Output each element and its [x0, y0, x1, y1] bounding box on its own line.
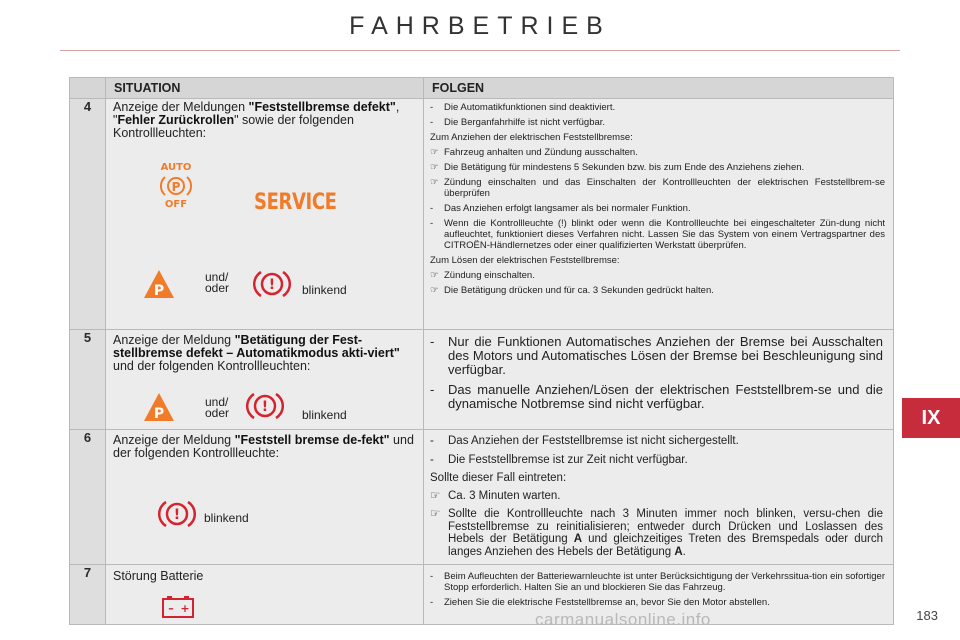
- list-item: ☞ Zündung einschalten und das Einschalten der Kontrollleuchten der elektrischen Feststellbrem-se überprüfen: [430, 177, 885, 199]
- brake-alert-icon: [158, 498, 196, 530]
- svg-text:OFF: OFF: [164, 199, 188, 208]
- brake-alert-icon: [253, 268, 291, 300]
- service-warning-label: SERVICE: [254, 190, 337, 215]
- header-situation: SITUATION: [106, 78, 424, 99]
- list-item: - Das Anziehen der Feststellbremse ist nicht sichergestellt.: [430, 435, 739, 447]
- list-item: ☞ Fahrzeug anhalten und Zündung ausschalten.: [430, 147, 638, 158]
- list-item: - Wenn die Kontrollleuchte (!) blinkt oder wenn die Kontrollleuchte bei eingeschalteter Zün-dung nicht aufleuchtet, funktioniert dieses Verfahren nicht. Lassen Sie das System von einem Vertragspartner des CITROËN-Händlernetzes oder einer qualifizierten Werkstatt überprüfen.: [430, 218, 885, 251]
- svg-text:P: P: [171, 180, 181, 194]
- table-row: [70, 99, 894, 330]
- situation-cell: [106, 330, 424, 430]
- folgen-text: [424, 99, 893, 296]
- row-number: 7: [70, 565, 106, 625]
- row-number: 6: [70, 430, 106, 565]
- chapter-tab[interactable]: IX: [902, 398, 960, 438]
- watermark: carmanualsonline.info: [535, 610, 711, 629]
- list-item: - Das Anziehen erfolgt langsamer als bei normaler Funktion.: [430, 203, 691, 214]
- situation-text: Anzeige der Meldungen "Feststellbremse defekt", "Fehler Zurückrollen" sowie der folgenden Kontrollleuchten:: [113, 100, 400, 140]
- svg-text:P: P: [153, 283, 165, 299]
- blinkend-label: blinkend: [302, 283, 347, 297]
- situation-text: Anzeige der Meldung "Betätigung der Fest-stellbremse defekt – Automatikmodus akti-viert" und der folgenden Kontrollleuchten:: [113, 333, 400, 373]
- folgen-text: [424, 565, 893, 608]
- folgen-cell: [424, 330, 894, 430]
- list-item: - Die Automatikfunktionen sind deaktiviert.: [430, 102, 616, 113]
- folgen-cell: [424, 430, 894, 565]
- folgen-text: [424, 430, 893, 558]
- table-row: [70, 565, 894, 625]
- subheading: Sollte dieser Fall eintreten:: [430, 472, 567, 484]
- page-number: 183: [916, 608, 938, 623]
- blinkend-label: blinkend: [204, 511, 249, 525]
- auto-parking-brake-icon: [154, 160, 198, 208]
- parking-brake-warning-triangle-icon: [142, 268, 176, 300]
- und-oder-label: und/ oder: [205, 395, 230, 420]
- situation-table: [69, 77, 894, 625]
- und-oder-label: und/ oder: [205, 270, 230, 295]
- table-row: [70, 330, 894, 430]
- subheading: Zum Anziehen der elektrischen Feststellbremse:: [430, 132, 633, 143]
- row-number: 4: [70, 99, 106, 330]
- folgen-cell: [424, 99, 894, 330]
- list-item: ☞ Die Betätigung drücken und für ca. 3 Sekunden gedrückt halten.: [430, 285, 714, 296]
- folgen-text: [424, 330, 893, 411]
- list-item: - Die Berganfahrhilfe ist nicht verfügbar.: [430, 117, 606, 128]
- svg-text:–: –: [168, 602, 174, 615]
- list-item: - Das manuelle Anziehen/Lösen der elektrischen Feststellbrem-se und die dynamische Notbremse sind nicht verfügbar.: [430, 382, 883, 411]
- list-item: - Beim Aufleuchten der Batteriewarnleuchte ist unter Berücksichtigung der Verkehrssitua-tion ein sofortiger Stopp erforderlich. Halten Sie an und blockieren Sie das Fahrzeug.: [430, 571, 885, 593]
- situation-cell: [106, 565, 424, 625]
- list-item: - Die Feststellbremse ist zur Zeit nicht verfügbar.: [430, 453, 688, 466]
- title-rule: [60, 50, 900, 51]
- svg-text:!: !: [268, 277, 276, 293]
- list-item: ☞ Sollte die Kontrollleuchte nach 3 Minuten immer noch blinken, versu-chen die Feststellbremse zu reinitialisieren; entweder durch Drücken und Loslassen des Hebels der Betätigung A und gleichzeitiges Treten des Bremspedals oder durch langes Anziehen des Hebels der Betätigung A.: [430, 508, 883, 558]
- list-item: - Nur die Funktionen Automatisches Anziehen der Bremse bei Ausschalten des Motors und Automatisches Lösen der Bremse bei Beschleunigung sind verfügbar.: [430, 334, 883, 377]
- parking-brake-warning-triangle-icon: [142, 391, 176, 423]
- svg-text:!: !: [173, 507, 181, 523]
- table-header-row: [70, 78, 894, 99]
- situation-cell: [106, 99, 424, 330]
- header-folgen: FOLGEN: [424, 78, 894, 99]
- blinkend-label: blinkend: [302, 408, 347, 422]
- brake-alert-icon: [246, 390, 284, 422]
- situation-text: Störung Batterie: [113, 569, 204, 583]
- svg-text:+: +: [180, 602, 190, 615]
- table-row: [70, 430, 894, 565]
- battery-icon: [160, 595, 196, 619]
- list-item: ☞ Ca. 3 Minuten warten.: [430, 489, 561, 502]
- list-item: - Ziehen Sie die elektrische Feststellbremse an, bevor Sie den Motor abstellen.: [430, 597, 770, 608]
- svg-text:AUTO: AUTO: [160, 162, 192, 173]
- list-item: ☞ Die Betätigung für mindestens 5 Sekunden bzw. bis zum Ende des Anziehens ziehen.: [430, 162, 805, 173]
- row-number: 5: [70, 330, 106, 430]
- situation-text: Anzeige der Meldung "Feststell bremse de-fekt" und der folgenden Kontrollleuchte:: [113, 433, 414, 460]
- page-title: FAHRBETRIEB: [349, 12, 611, 40]
- list-item: ☞ Zündung einschalten.: [430, 270, 535, 281]
- situation-cell: [106, 430, 424, 565]
- subheading: Zum Lösen der elektrischen Feststellbremse:: [430, 255, 620, 266]
- svg-text:!: !: [261, 399, 269, 415]
- svg-text:P: P: [153, 406, 165, 422]
